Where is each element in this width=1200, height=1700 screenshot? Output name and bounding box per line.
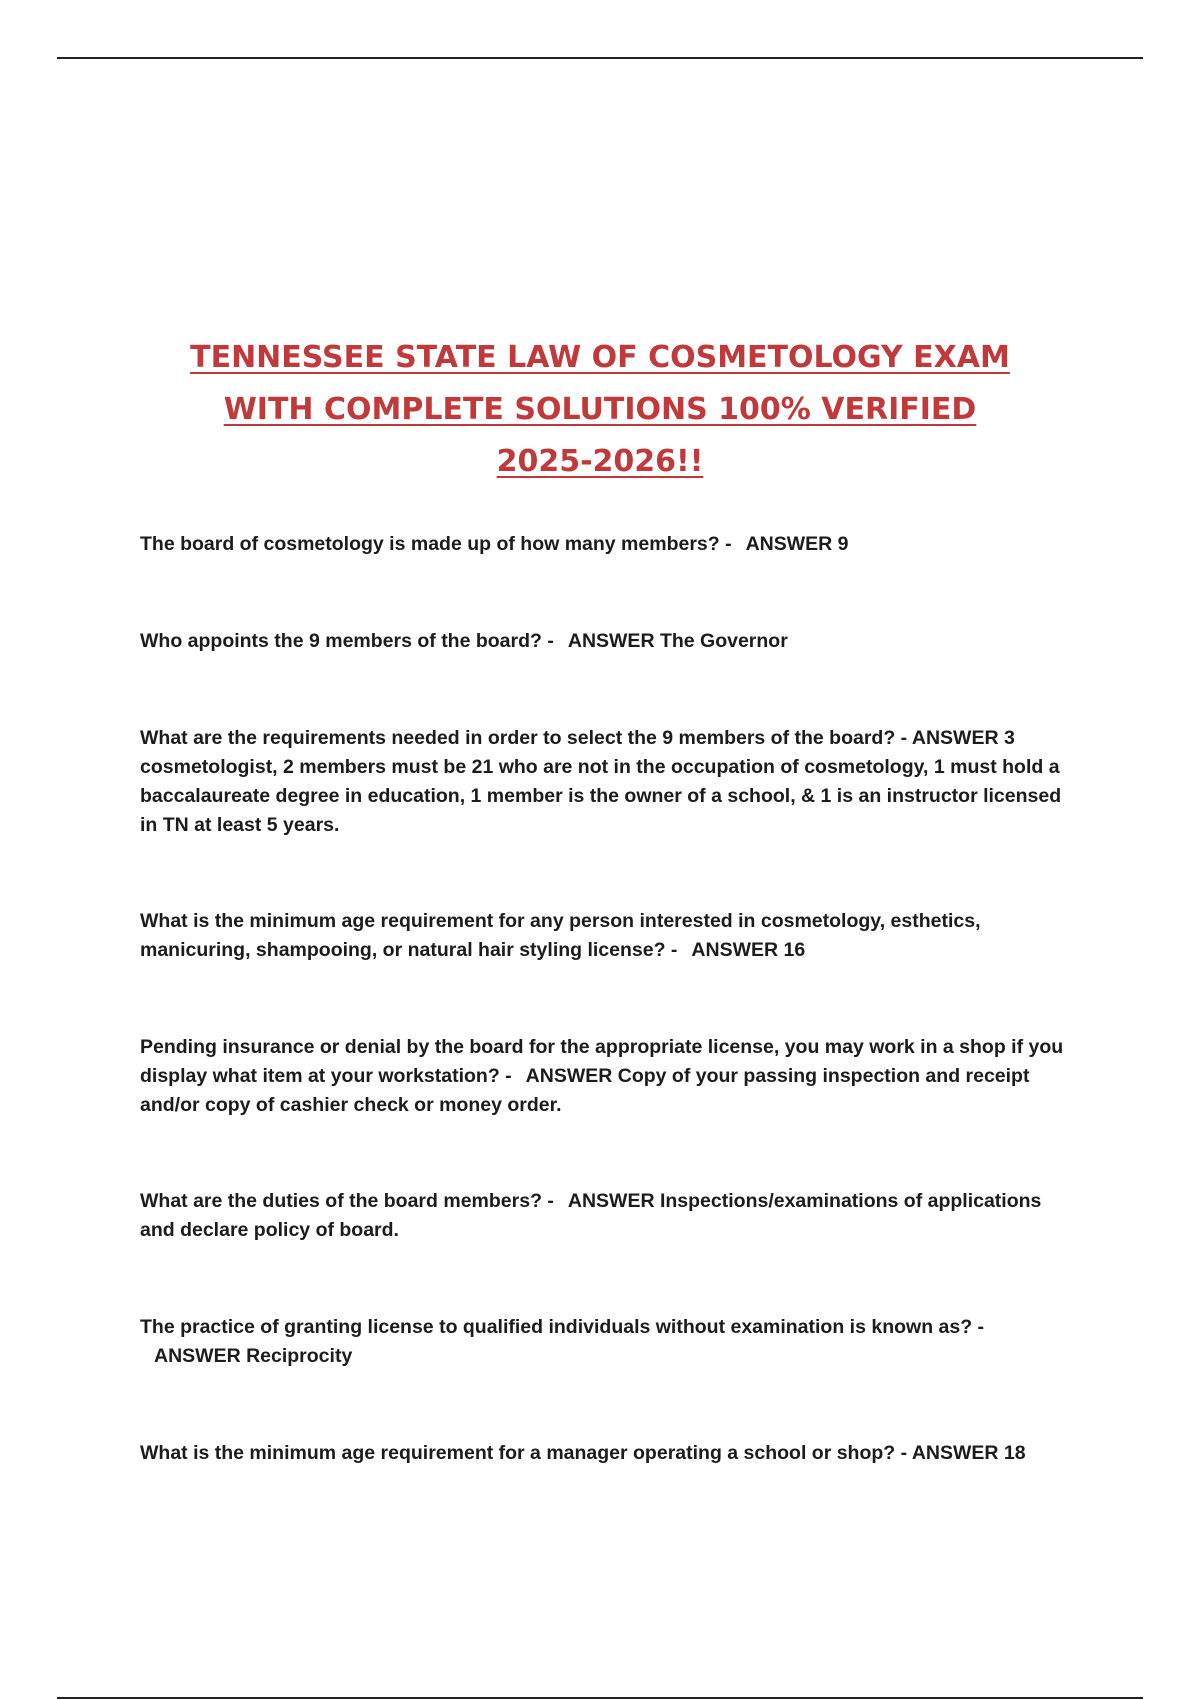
answer-text: ANSWER The Governor: [567, 630, 788, 652]
answer-text: ANSWER Copy of your passing inspection and receipt and/or copy of cashier check or money order.: [140, 1065, 1030, 1116]
title-line-3: 2025-2026!!: [496, 444, 704, 480]
question-text: Pending insurance or denial by the board for the appropriate license, you may work in a shop if you display what item at your workstation? -: [140, 1036, 1064, 1087]
qa-item-7: [140, 1313, 1065, 1371]
answer-text: ANSWER 16: [691, 939, 806, 961]
answer-text: ANSWER 3 cosmetologist, 2 members must be 21 who are not in the occupation of cosmetology, 1 must hold a baccalaureate degree in education, 1 member is the owner of a school, & 1 is an instructor licensed in TN at least 5 years.: [140, 727, 1062, 836]
title-line-1: TENNESSEE STATE LAW OF COSMETOLOGY EXAM: [190, 340, 1010, 376]
qa-item-8: [140, 1439, 1065, 1468]
answer-text: ANSWER 18: [911, 1442, 1026, 1464]
title-line-2: WITH COMPLETE SOLUTIONS 100% VERIFIED: [223, 392, 977, 428]
question-text: What are the requirements needed in order to select the 9 members of the board? -: [140, 727, 908, 749]
qa-item-6: [140, 1187, 1065, 1245]
question-text: Who appoints the 9 members of the board? -: [140, 630, 554, 652]
question-text: What are the duties of the board members? -: [140, 1190, 554, 1212]
bottom-rule: [57, 1697, 1143, 1699]
qa-item-2: [140, 627, 1065, 656]
answer-text: ANSWER Inspections/examinations of applications and declare policy of board.: [140, 1190, 1042, 1241]
qa-item-4: [140, 907, 1065, 965]
answer-text: ANSWER 9: [745, 533, 849, 555]
question-text: What is the minimum age requirement for any person interested in cosmetology, esthetics, manicuring, shampooing, or natural hair styling license? -: [140, 910, 981, 961]
question-text: The board of cosmetology is made up of how many members? -: [140, 533, 732, 555]
answer-text: ANSWER Reciprocity: [154, 1345, 353, 1367]
qa-item-3: [140, 724, 1065, 840]
question-text: What is the minimum age requirement for a manager operating a school or shop? -: [140, 1442, 908, 1464]
question-text: The practice of granting license to qualified individuals without examination is known as? -: [140, 1316, 985, 1338]
qa-item-5: [140, 1033, 1065, 1120]
qa-item-1: [140, 530, 1065, 559]
